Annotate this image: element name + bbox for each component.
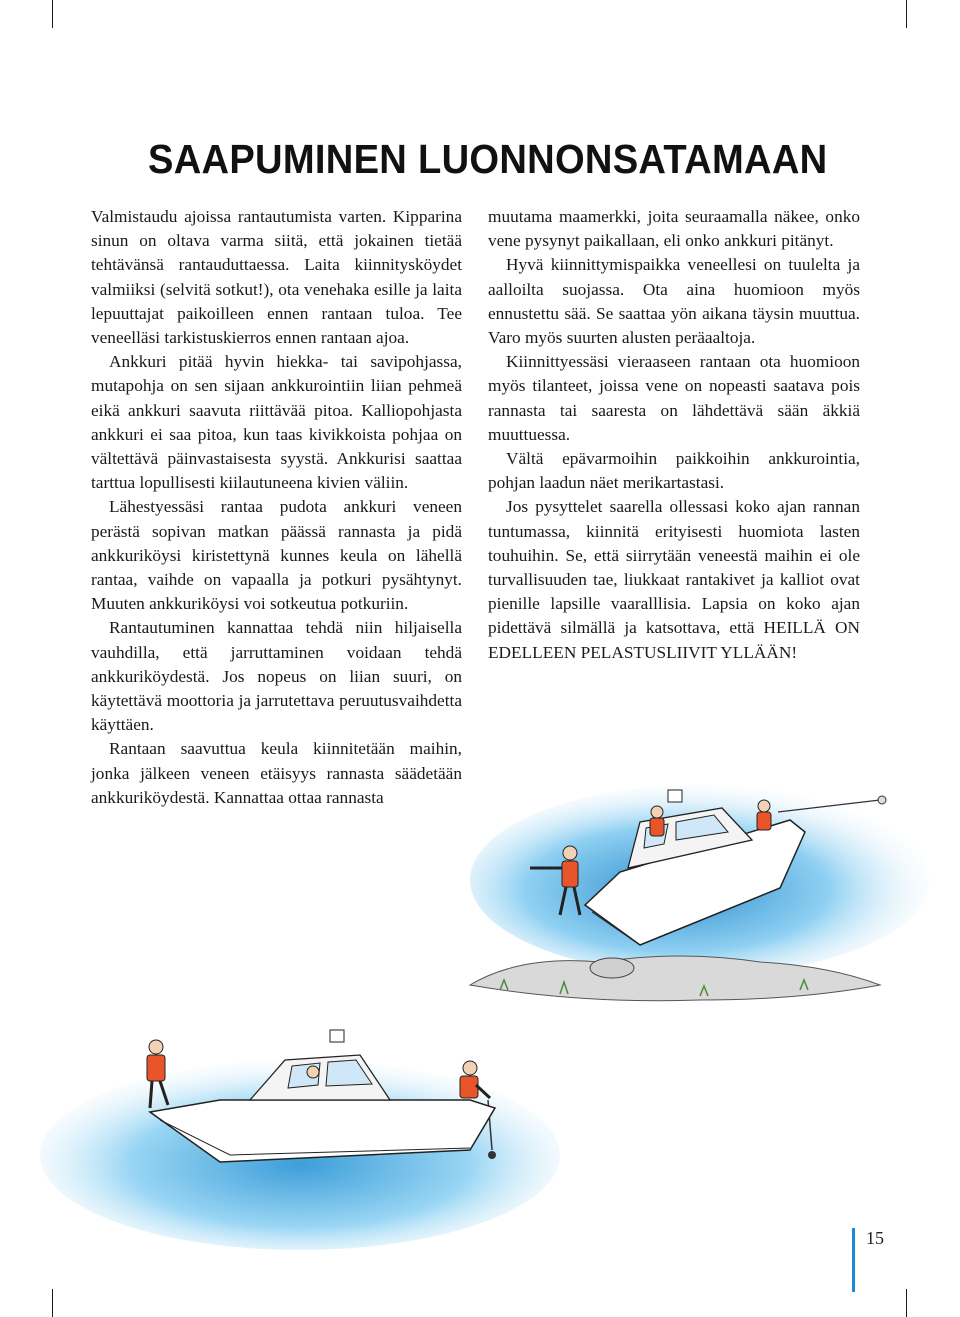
person-in-cabin — [307, 1066, 319, 1078]
person-at-bow — [757, 800, 771, 830]
paragraph: muutama maamerkki, joita seuraamalla näkee, onko vene pysynyt paikallaan, eli onko ankkuri pitänyt. — [488, 207, 860, 251]
paragraph: Valmistaudu ajoissa rantautumista varten. Kipparina sinun on oltava varma siitä, että jokainen tietää tehtävänsä rantauduttaessa. Laita kiinnitysköydet valmiiksi (selvitä sotkut!), ota venehaka esille ja laita lepuuttajat paikoilleen ennen rantaan tuloa. Tee veneelläsi tarkistuskierros ennen rantaan ajoa. — [91, 207, 462, 348]
paragraph: Lähestyessäsi rantaa pudota ankkuri veneen perästä sopivan matkan päässä rannasta ja pidä ankkuriköysi kiristettynä kunnes keula on lähellä rantaa, vaihde on vapaalla ja potkuri pysähtynyt. Muuten ankkuriköysi voi sotkeutua potkuriin. — [91, 497, 462, 614]
anchoring-boat-scene — [40, 1030, 560, 1250]
page-title: SAAPUMINEN LUONNONSATAMAAN — [148, 136, 828, 182]
page-number: 15 — [866, 1228, 884, 1248]
moored-boat-scene — [470, 785, 930, 1001]
paragraph: Vältä epävarmoihin paikkoihin ankkurointia, pohjan laadun näet merikartastasi. — [488, 449, 860, 493]
paragraph: Kiinnittyessäsi vieraaseen rantaan ota huomioon myös tilanteet, joissa vene on nopeasti saatava pois rannasta tai saaresta on lähdettävä sään äkkiä muuttuessa. — [488, 352, 860, 444]
paragraph: Rantautuminen kannattaa tehdä niin hiljaisella vauhdilla, että jarruttaminen voidaan tehdä ankkuriköydestä. Jos nopeus on liian suuri, on käytettävä moottoria ja jarrutettava peruutusvaihdetta käyttäen. — [91, 618, 462, 735]
paragraph: Ankkuri pitää hyvin hiekka- tai savipohjassa, mutapohja on sen sijaan ankkurointiin liian pehmeä eikä ankkuri saavuta riittävää pitoa. Kalliopohjasta ankkuri ei saa pitoa, kun taas kivikkoista pohjaa on vältettävä päinvastaisesta syystä. Ankkurisi saattaa tarttua lopullisesti kiilautuneena kivien väliin. — [91, 352, 462, 493]
paragraph: Hyvä kiinnittymispaikka veneellesi on tuulelta ja aalloilta suojassa. Ota aina huomioon myös ennustettu sää. Se saattaa yön aikana täysin muuttua. Varo myös suurten alusten peräaaltoja. — [488, 255, 860, 348]
person-on-deck — [650, 806, 664, 836]
paragraph: Rantaan saavuttua keula kiinnitetään maihin, jonka jälkeen veneen etäisyys rannasta säädetään ankkuriköydestä. Kannattaa ottaa rannasta — [91, 739, 462, 807]
page-number-bar — [852, 1228, 855, 1292]
person-at-stern — [460, 1061, 490, 1098]
paragraph: Jos pysyttelet saarella ollessasi koko ajan rannan tuntumassa, kiinnitä erityisesti huomiota lasten touhuihin. Se, että siirrytään veneestä maihin ei ole turvallisuuden tae, liukkaat rantakivet ja kalliot ovat pienille lapsille vaaralllisia. Lapsia on koko ajan pidettävä silmällä ja katsottava, että HEILLÄ ON EDELLEEN PELASTUSLIIVIT YLLÄÄN! — [488, 497, 860, 662]
